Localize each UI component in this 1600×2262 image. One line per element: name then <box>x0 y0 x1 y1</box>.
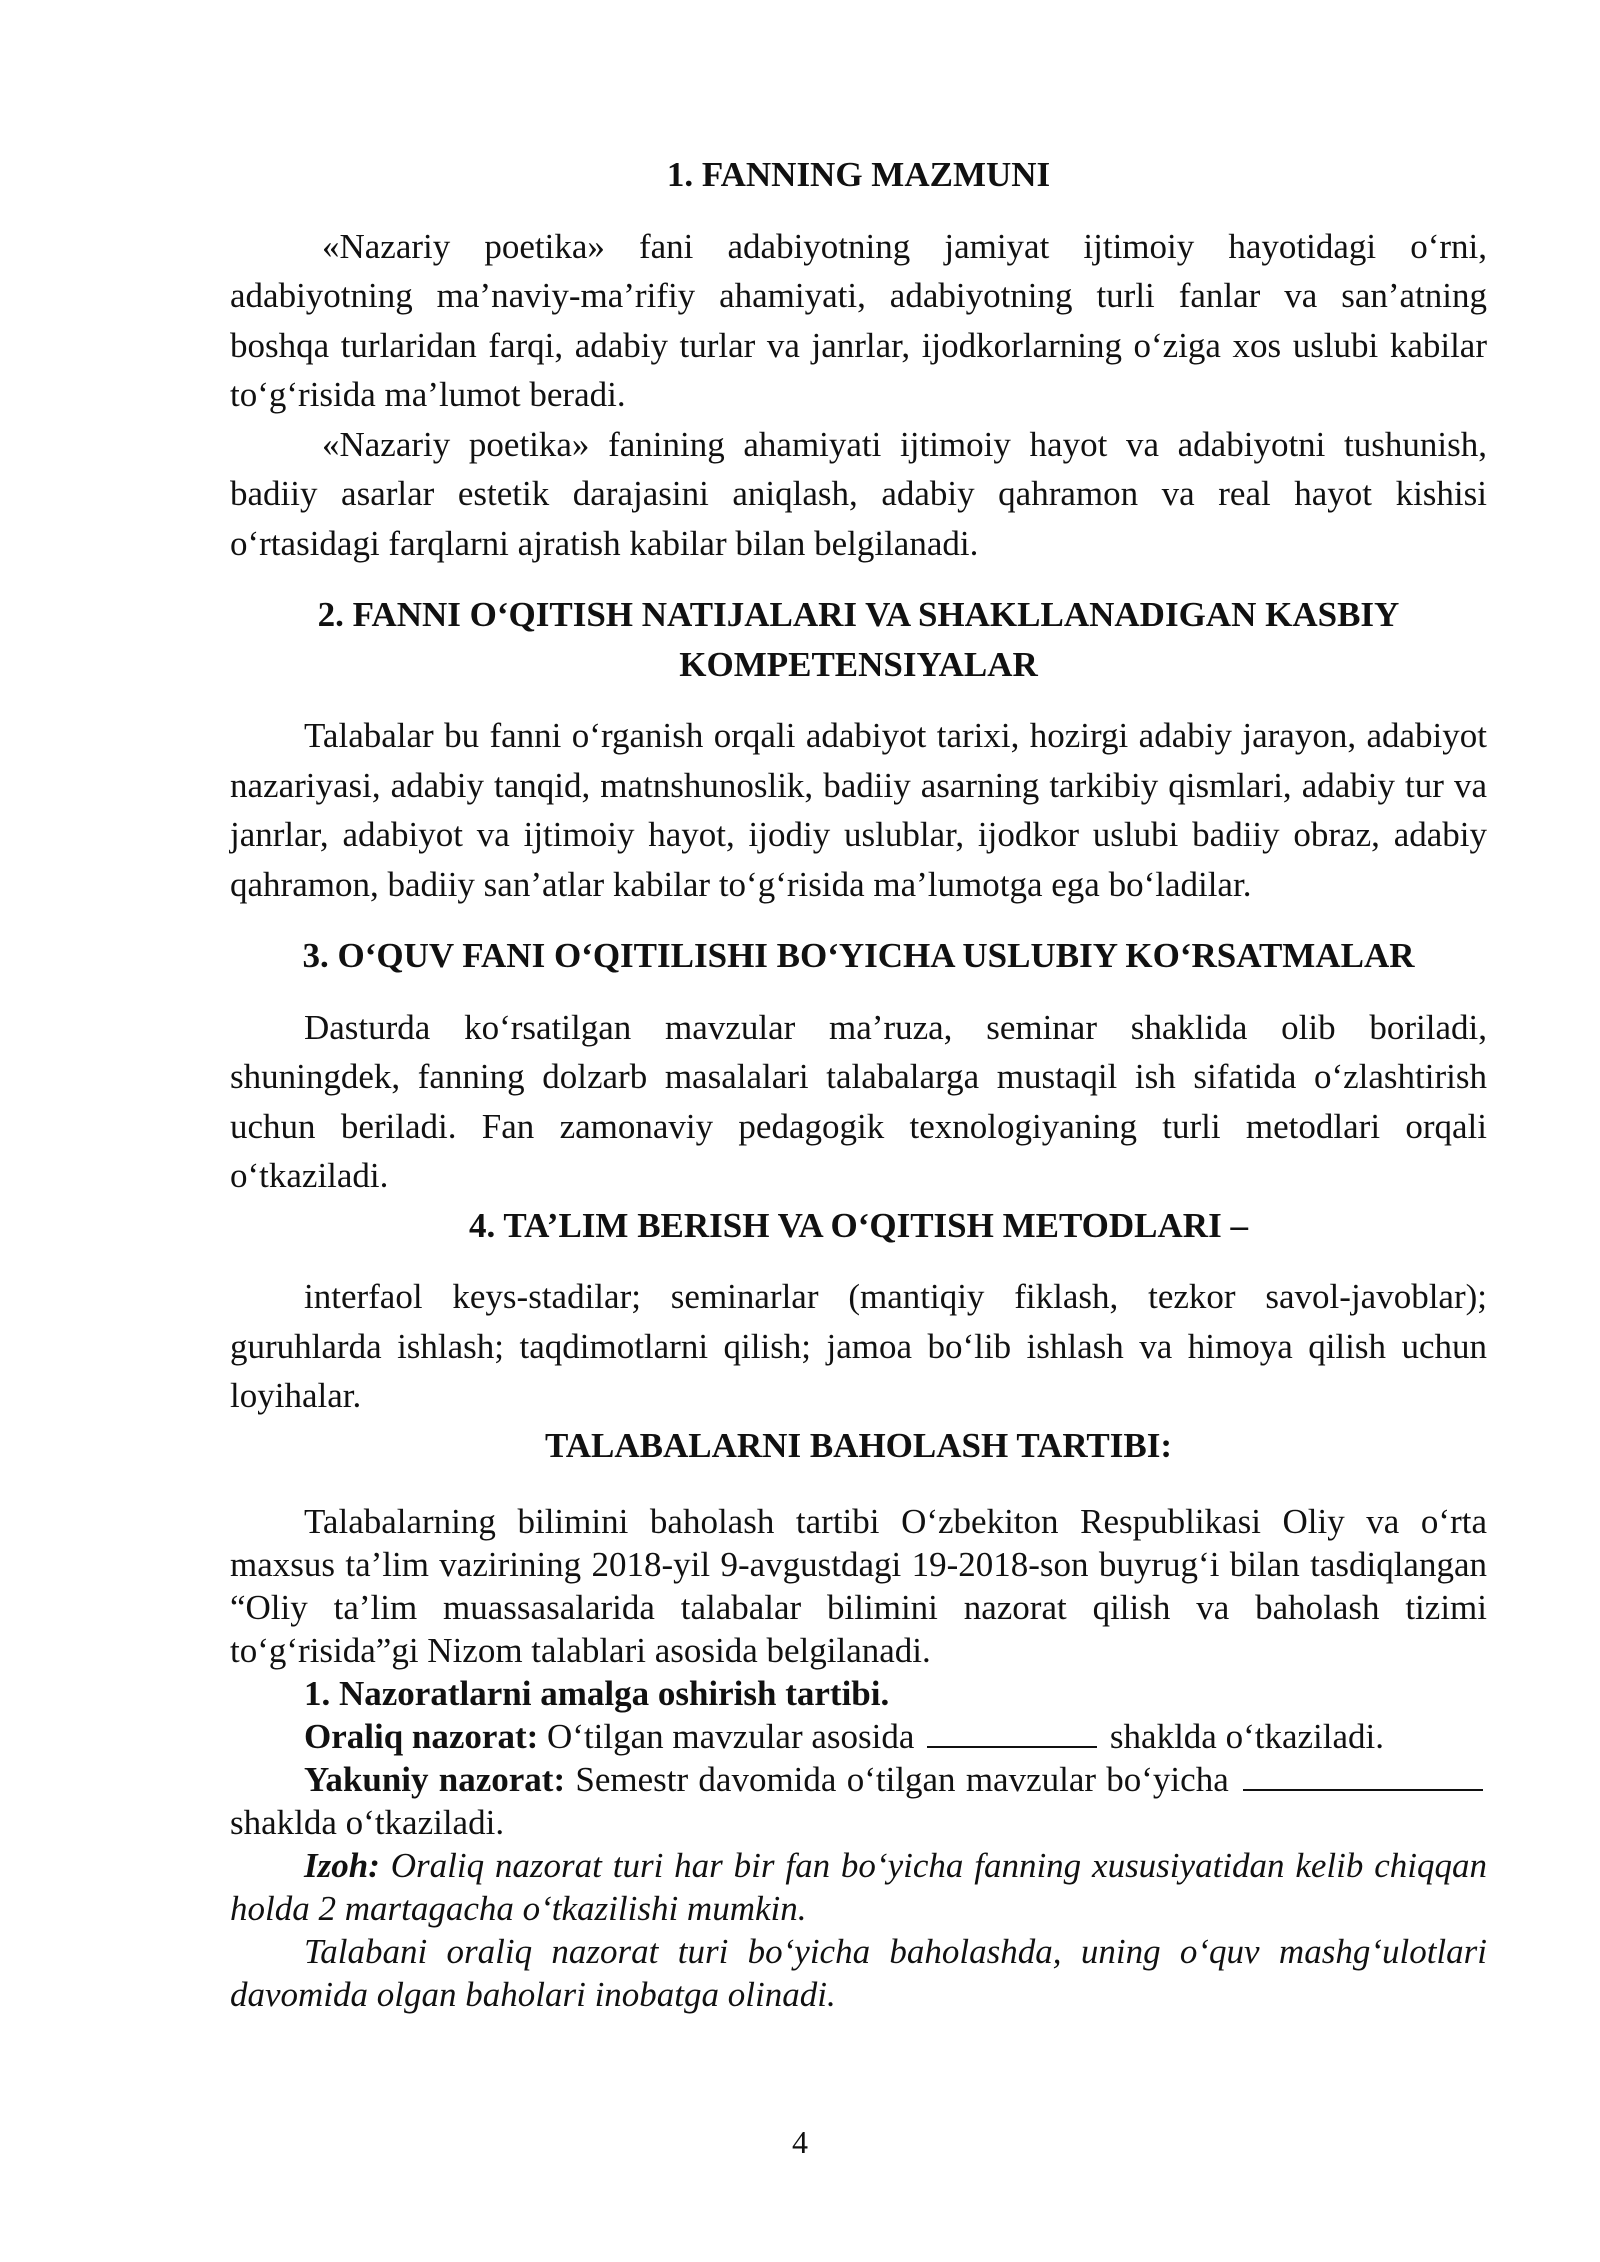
note-label: Izoh: <box>304 1846 380 1885</box>
section-4-heading: 4. TA’LIM BERISH VA O‘QITISH METODLARI – <box>469 1205 1248 1245</box>
assessment-paragraph: Talabalarning bilimini baholash tartibi O‘zbekiton Respublikasi Oliy va o‘rta maxsus ta’lim vazirining 2018-yil 9-avgustdagi 19-2018-son buyrug‘i bilan tasdiqlangan “Oliy ta’lim muassasalarida talabalar bilimini nazorat qilish va baholash tizimi to‘g‘risida”gi Nizom talablari asosida belgilanadi. <box>230 1502 1487 1670</box>
section-1-heading: 1. FANNING MAZMUNI <box>666 155 1051 194</box>
section-3-heading: 3. O‘QUV FANI O‘QITILISHI BO‘YICHA USLUBIY KO‘RSATMALAR <box>302 936 1415 975</box>
assessment-heading: TALABALARNI BAHOLASH TARTIBI: <box>545 1425 1172 1465</box>
section-1-paragraph-1: «Nazariy poetika» fani adabiyotning jamiyat ijtimoiy hayotidagi o‘rni, adabiyotning ma’naviy-ma’rifiy ahamiyati, adabiyotning turli fanlar va san’atning boshqa turlaridan farqi, adabiy turlar va janrlar, ijodkorlarning o‘ziga xos uslubi kabilar to‘g‘risida ma’lumot beradi. <box>230 226 1487 414</box>
control-order-heading: 1. Nazoratlarni amalga oshirish tartibi. <box>304 1674 890 1713</box>
section-3-paragraph-1: Dasturda ko‘rsatilgan mavzular ma’ruza, seminar shaklida olib boriladi, shuningdek, fanning dolzarb masalalari talabalarga mustaqil ish sifatida o‘zlashtirish uchun beriladi. Fan zamonaviy pedagogik texnologiyaning turli metodlari orqali o‘tkaziladi. <box>230 1007 1487 1195</box>
page-number: 4 <box>792 2124 808 2160</box>
note-2-paragraph: Talabani oraliq nazorat turi bo‘yicha baholashda, uning o‘quv mashg‘ulotlari davomida olgan baholari inobatga olinadi. <box>230 1932 1487 2014</box>
section-4-paragraph-1: interfaol keys-stadilar; seminarlar (mantiqiy fiklash, tezkor savol-javoblar); guruhlarda ishlash; taqdimotlarni qilish; jamoa bo‘lib ishlash va himoya qilish uchun loyihalar. <box>230 1277 1487 1415</box>
final-control-line <box>230 1758 1487 1844</box>
intermediate-control-text-a: O‘tilgan mavzular asosida <box>547 1717 915 1756</box>
intermediate-control-blank <box>927 1745 1097 1748</box>
final-control-text-a: Semestr davomida o‘tilgan mavzular bo‘yicha <box>575 1760 1229 1799</box>
section-2-paragraph-1: Talabalar bu fanni o‘rganish orqali adabiyot tarixi, hozirgi adabiy jarayon, adabiyot nazariyasi, adabiy tanqid, matnshunoslik, badiiy asarning tarkibiy qismlari, adabiy tur va janrlar, adabiyot va ijtimoiy hayot, ijodiy uslublar, ijodkor uslubi badiiy obraz, adabiy qahramon, badiiy san’atlar kabilar to‘g‘risida ma’lumotga ega bo‘ladilar. <box>230 716 1487 904</box>
final-control-label: Yakuniy nazorat: <box>304 1760 566 1799</box>
note-text: Oraliq nazorat turi har bir fan bo‘yicha fanning xususiyatidan kelib chiqqan holda 2 martagacha o‘tkazilishi mumkin. <box>230 1846 1487 1928</box>
final-control-blank <box>1243 1788 1483 1791</box>
assessment-block <box>230 1500 1487 2016</box>
note-paragraph <box>230 1844 1487 1930</box>
section-1-paragraph-2: «Nazariy poetika» fanining ahamiyati ijtimoiy hayot va adabiyotni tushunish, badiiy asarlar estetik darajasini aniqlash, adabiy qahramon va real hayot kishisi o‘rtasidagi farqlarni ajratish kabilar bilan belgilanadi. <box>230 424 1487 563</box>
final-control-text-b: shakldа o‘tkaziladi. <box>230 1803 505 1842</box>
intermediate-control-line <box>230 1715 1487 1758</box>
intermediate-control-label: Oraliq nazorat: <box>304 1717 539 1756</box>
intermediate-control-text-b: shakldа o‘tkaziladi. <box>1109 1717 1384 1756</box>
section-2-heading-line-2: KOMPETENSIYALAR <box>679 644 1038 684</box>
section-2-heading-line-1: 2. FANNI O‘QITISH NATIJALARI VA SHAKLLANADIGAN KASBIY <box>317 595 1400 634</box>
document-page <box>230 150 1487 2016</box>
